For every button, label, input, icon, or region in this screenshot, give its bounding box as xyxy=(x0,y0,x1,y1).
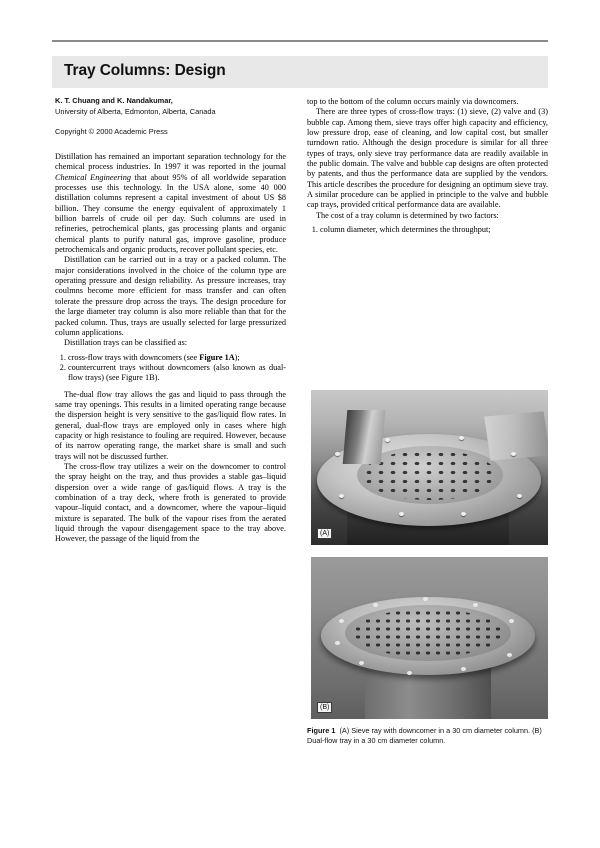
list-item: 1. column diameter, which determines the throughput; xyxy=(320,225,548,235)
byline xyxy=(55,96,290,117)
bolt-icon xyxy=(459,436,464,440)
bolt-icon xyxy=(359,661,364,665)
downcomer-weir-left-shape xyxy=(343,410,386,464)
paragraph: The cost of a tray column is determined by two factors: xyxy=(316,210,499,220)
bolt-icon xyxy=(507,653,512,657)
title-band xyxy=(52,56,548,88)
paragraph: The cross-flow tray utilizes a weir on the downcomer to control the spray height on the tray, and thus provides a stable gas–liquid dispersion over a wide range of gas/liquid flows. A tray is the combination of a tray deck, where froth is generated to provide vapour–liquid contact, and a downcomer, where the vapour–liquid mixture is separated. The bulk of the vapour rises from the aerated liquid through the vapour disengagement space to the tray above. However, the passage of the liquid from the xyxy=(55,461,286,544)
list-item-text-b: countercurrent trays without downcomers (also known as dual-flow trays) (see Figure 1B). xyxy=(68,362,286,383)
bolt-icon xyxy=(385,438,390,442)
paragraph-text-part1: Distillation has remained an important separation technology for the chemical process industries. In 1997 it was reported in the journal xyxy=(55,152,286,172)
author-affiliation: University of Alberta, Edmonton, Alberta, Canada xyxy=(55,106,216,116)
panel-label-a: (A) xyxy=(317,528,332,539)
bolt-icon xyxy=(373,603,378,607)
figure-caption-label: Figure 1 xyxy=(307,726,336,735)
bolt-icon xyxy=(335,641,340,645)
bolt-icon xyxy=(335,452,340,456)
panel-label-b: (B) xyxy=(317,702,332,713)
list-item xyxy=(68,353,286,363)
paragraph: There are three types of cross-flow trays: (1) sieve, (2) valve and (3) bubble cap. Among them, sieve trays offer high capacity and efficiency, low pressure drop, ease of cleaning, and low capital cost, but smaller turndown ratio. Although the design procedure is similar for all three types of trays, only sieve tray performance data are readily available in the public domain. The valve and bubble cap designs are often protected by patents, and thus the performance data are supplied by the vendors. This article describes the procedure for designing an optimum sieve tray. A similar procedure can be applied in principle to the valve and bubble cap trays, provided critical performance data are available. xyxy=(307,107,548,210)
figure-1b-photo xyxy=(311,557,548,719)
bolt-icon xyxy=(339,494,344,498)
paragraph-text-part2: that about 95% of all worldwide separation processes use this technology. In the USA alone, some 40 000 distillation columns represent a capital investment of about US $8 billion. They consume the energy equivalent of approximately 1 billion barrels of crude oil per day. Such columns are used in refineries, petrochemical plants, gas processing plants and organic chemical plants to purify natural gas, improve gasoline, produce petrochemicals and organic products, recover pollulant species, etc. xyxy=(55,172,286,255)
downcomer-weir-right-shape xyxy=(484,411,548,460)
figure-ref-1a: Figure 1A xyxy=(199,352,235,362)
sieve-holes-pattern xyxy=(363,450,497,500)
paragraph: Distillation can be carried out in a tray or a packed column. The major considerations involved in the choice of the column type are operating pressure and design reliability. As pressure increases, tray coulmns become more efficient for mass transfer and can often tolerate the pressure drop across the trays. The design procedure for the large diameter tray column is also more reliable than that for the packed column. Thus, trays are usually selected for large pressurized column applications. xyxy=(55,255,286,337)
classification-list xyxy=(55,353,286,384)
bolt-icon xyxy=(517,494,522,498)
journal-name: Chemical Engineering xyxy=(55,172,131,182)
paragraph: The-dual flow tray allows the gas and liquid to pass through the same tray openings. This results in a limited operating range because the dispersion height is very sensitive to the gas/liquid flow rates. In general, dual-flow trays are employed only in cases where high capacity or high resistance to fouling are required. However, because of its narrow operating range, the market share is small and such trays will not be discussed further. xyxy=(55,389,286,461)
dual-flow-holes-pattern xyxy=(353,609,503,657)
list-item-text-a: cross-flow trays with downcomers (see xyxy=(68,352,200,362)
bolt-icon xyxy=(461,512,466,516)
copyright-line: Copyright © 2000 Academic Press xyxy=(55,127,168,136)
bolt-icon xyxy=(509,619,514,623)
figure-1a-photo xyxy=(311,390,548,545)
body-column-right xyxy=(307,97,548,235)
page-title: Tray Columns: Design xyxy=(64,62,226,79)
bolt-icon xyxy=(473,603,478,607)
author-names: K. T. Chuang and K. Nandakumar, xyxy=(55,96,173,105)
bolt-icon xyxy=(423,597,428,601)
list-item-text-a2: ); xyxy=(234,352,240,362)
body-column-left xyxy=(55,152,286,545)
figure-caption xyxy=(307,726,550,746)
bolt-icon xyxy=(511,452,516,456)
cost-factors-list xyxy=(307,225,548,235)
paragraph: Distillation trays can be classified as: xyxy=(64,338,188,348)
list-item xyxy=(68,363,286,384)
bolt-icon xyxy=(339,619,344,623)
bolt-icon xyxy=(407,671,412,675)
header-rule xyxy=(52,40,548,42)
paragraph xyxy=(55,152,286,255)
figure-caption-text: (A) Sieve ray with downcomer in a 30 cm diameter column. (B) Dual-flow tray in a 30 cm diameter column. xyxy=(307,726,542,745)
paragraph: top to the bottom of the column occurs mainly via downcomers. xyxy=(307,97,519,106)
bolt-icon xyxy=(461,667,466,671)
bolt-icon xyxy=(399,512,404,516)
